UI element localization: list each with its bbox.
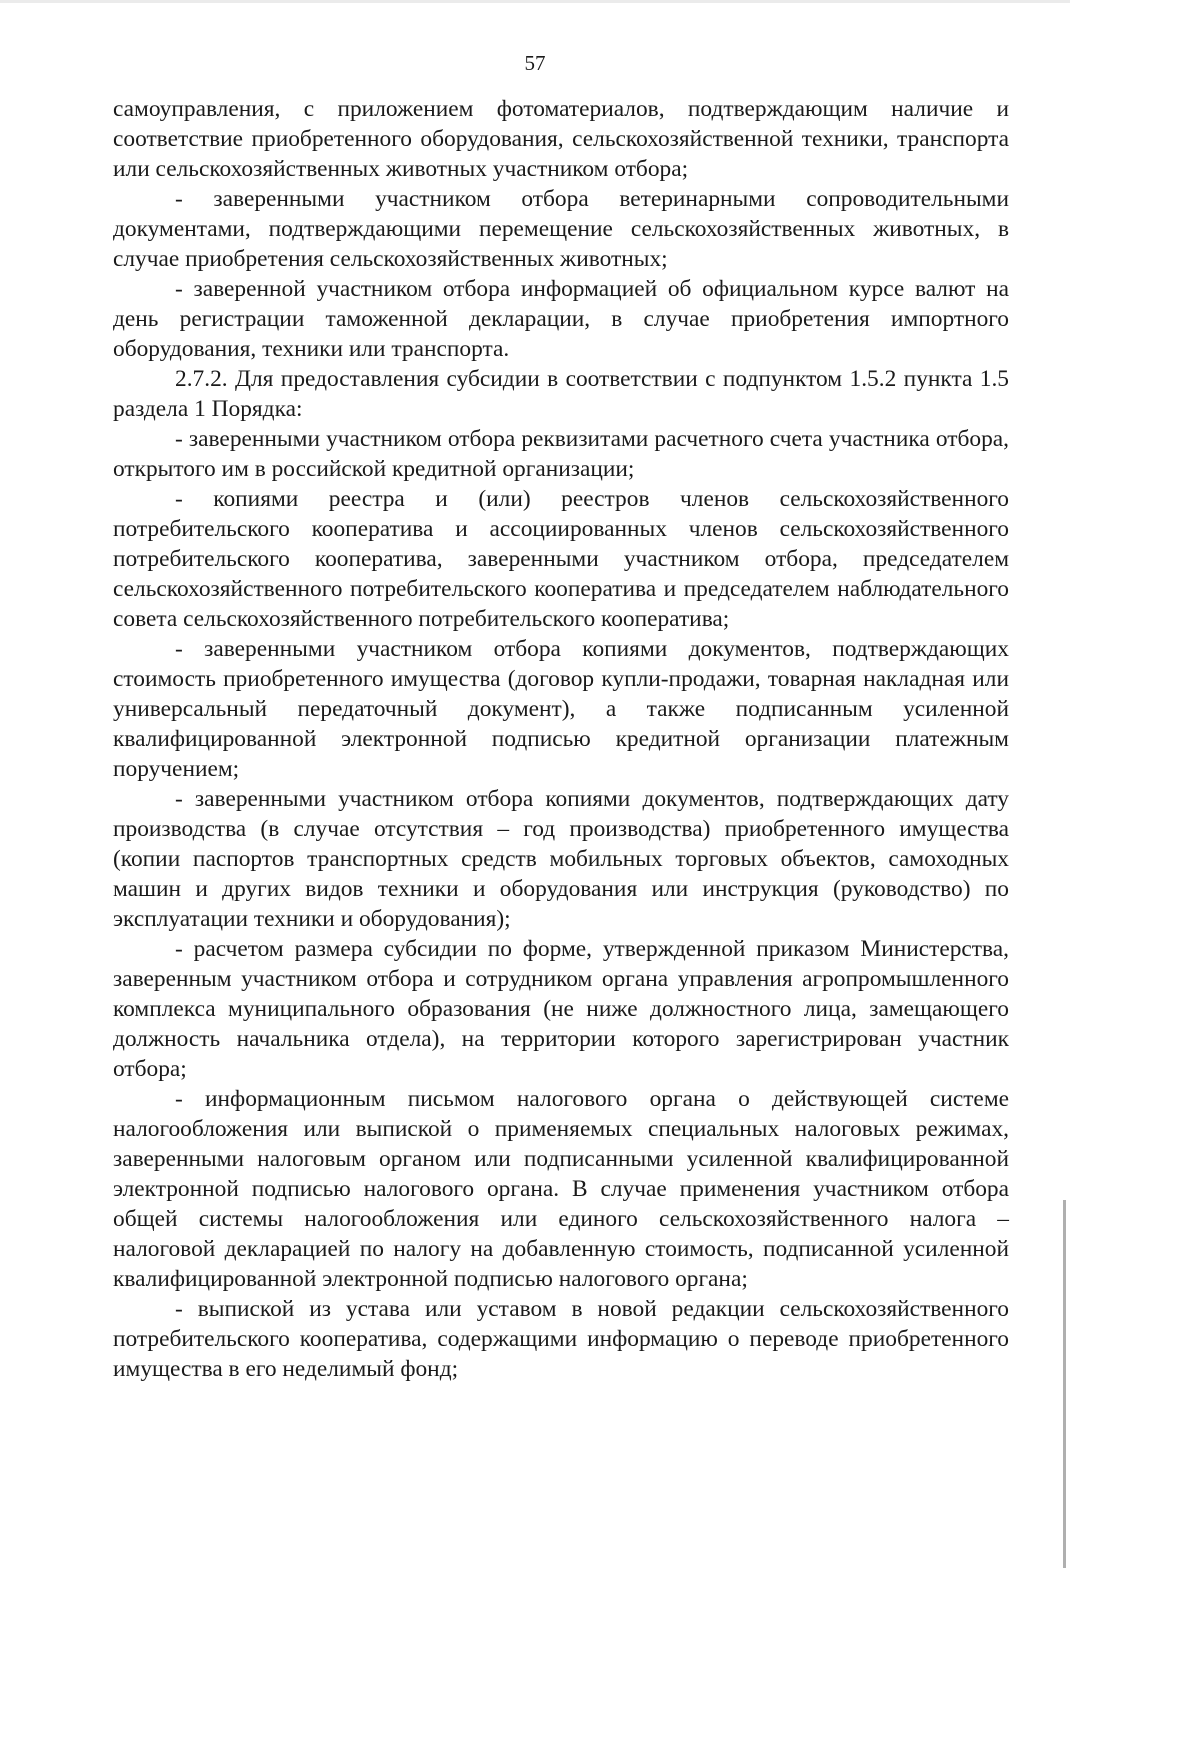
paragraph-10: - информационным письмом налогового органа о действующей системе налогообложения или выпиской о применяемых специальных налоговых режимах, заверенными налоговым органом или подписанными усиленной квалифицированной электронной подписью налогового органа. В случае применения участником отбора общей системы налогообложения или единого сельскохозяйственного налога – налоговой декларацией по налогу на добавленную стоимость, подписанной усиленной квалифицированной электронной подписью налогового органа; bbox=[113, 1086, 1009, 1292]
page-number: 57 bbox=[524, 51, 546, 75]
scan-border-top bbox=[0, 0, 1070, 3]
paragraph-4: 2.7.2. Для предоставления субсидии в соответствии с подпунктом 1.5.2 пункта 1.5 раздела 1 Порядка: bbox=[113, 366, 1009, 422]
scan-border-right bbox=[1063, 1200, 1066, 1568]
paragraph-6: - копиями реестра и (или) реестров членов сельскохозяйственного потребительского кооператива и ассоциированных членов сельскохозяйственного потребительского кооператива, заверенными участником отбора, председателем сельскохозяйственного потребительского кооператива и председателем наблюдательного совета сельскохозяйственного потребительского кооператива; bbox=[113, 486, 1009, 632]
paragraph-3: - заверенной участником отбора информацией об официальном курсе валют на день регистрации таможенной декларации, в случае приобретения импортного оборудования, техники или транспорта. bbox=[113, 276, 1009, 362]
paragraph-11: - выпиской из устава или уставом в новой редакции сельскохозяйственного потребительского кооператива, содержащими информацию о переводе приобретенного имущества в его неделимый фонд; bbox=[113, 1296, 1009, 1382]
paragraph-7: - заверенными участником отбора копиями документов, подтверждающих стоимость приобретенного имущества (договор купли-продажи, товарная накладная или универсальный передаточный документ), а также подписанным усиленной квалифицированной электронной подписью кредитной организации платежным поручением; bbox=[113, 636, 1009, 782]
document-body bbox=[113, 94, 1009, 1384]
paragraph-1: самоуправления, с приложением фотоматериалов, подтверждающим наличие и соответствие приобретенного оборудования, сельскохозяйственной техники, транспорта или сельскохозяйственных животных участником отбора; bbox=[113, 96, 1009, 182]
paragraph-9: - расчетом размера субсидии по форме, утвержденной приказом Министерства, заверенным участником отбора и сотрудником органа управления агропромышленного комплекса муниципального образования (не ниже должностного лица, замещающего должность начальника отдела), на территории которого зарегистрирован участник отбора; bbox=[113, 936, 1009, 1082]
paragraph-2: - заверенными участником отбора ветеринарными сопроводительными документами, подтверждающими перемещение сельскохозяйственных животных, в случае приобретения сельскохозяйственных животных; bbox=[113, 186, 1009, 272]
paragraph-5: - заверенными участником отбора реквизитами расчетного счета участника отбора, открытого им в российской кредитной организации; bbox=[113, 426, 1009, 482]
paragraph-8: - заверенными участником отбора копиями документов, подтверждающих дату производства (в случае отсутствия – год производства) приобретенного имущества (копии паспортов транспортных средств мобильных торговых объектов, самоходных машин и других видов техники и оборудования или инструкция (руководство) по эксплуатации техники и оборудования); bbox=[113, 786, 1009, 932]
